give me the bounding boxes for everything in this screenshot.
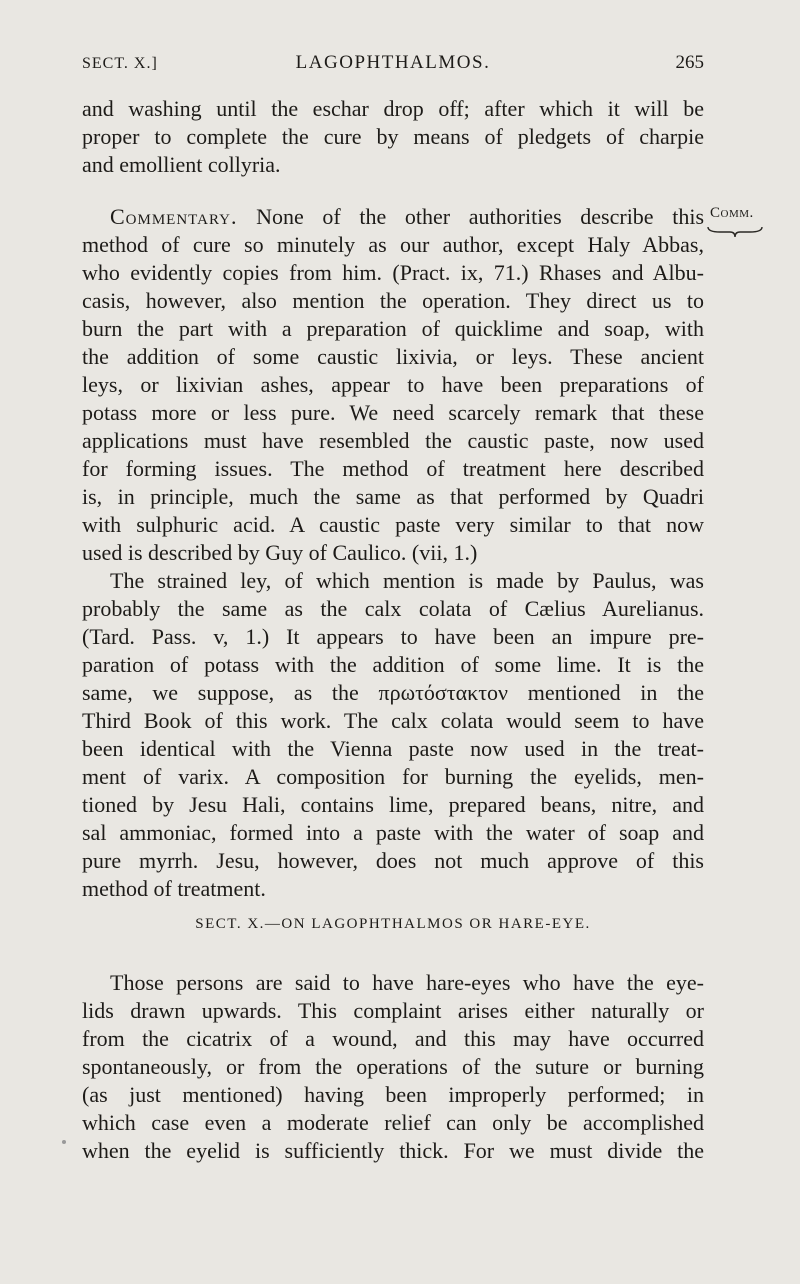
text-line: for forming issues. The method of treatment here described xyxy=(82,456,704,481)
text-line: proper to complete the cure by means of pledgets of charpie xyxy=(82,124,704,149)
text-line: who evidently copies from him. (Pract. ix, 71.) Rhases and Albu- xyxy=(82,260,704,285)
text-line: ment of varix. A composition for burning the eyelids, men- xyxy=(82,764,704,789)
text-line: potass more or less pure. We need scarcely remark that these xyxy=(82,400,704,425)
text-line: sal ammoniac, formed into a paste with the water of soap and xyxy=(82,820,704,845)
text-line xyxy=(110,203,704,231)
text-line: is, in principle, much the same as that performed by Quadri xyxy=(82,484,704,509)
text-line: tioned by Jesu Hali, contains lime, prepared beans, nitre, and xyxy=(82,792,704,817)
text-line: the addition of some caustic lixivia, or leys. These ancient xyxy=(82,344,704,369)
text-line: from the cicatrix of a wound, and this may have occurred xyxy=(82,1026,704,1051)
text-line: method of treatment. xyxy=(82,876,266,901)
text-line: which case even a moderate relief can only be accomplished xyxy=(82,1110,704,1135)
text-line: Third Book of this work. The calx colata would seem to have xyxy=(82,708,704,733)
text-line: with sulphuric acid. A caustic paste very similar to that now xyxy=(82,512,704,537)
text-line: leys, or lixivian ashes, appear to have been preparations of xyxy=(82,372,704,397)
text-line: spontaneously, or from the operations of the suture or burning xyxy=(82,1054,704,1079)
header-title: LAGOPHTHALMOS. xyxy=(295,52,491,73)
text-line: (as just mentioned) having been improperly performed; in xyxy=(82,1082,704,1107)
text-line: and emollient collyria. xyxy=(82,152,281,177)
text-line: probably the same as the calx colata of Cælius Aurelianus. xyxy=(82,596,704,621)
text-line: pure myrrh. Jesu, however, does not much approve of this xyxy=(82,848,704,873)
text-line: and washing until the eschar drop off; after which it will be xyxy=(82,96,704,121)
text-line: applications must have resembled the caustic paste, now used xyxy=(82,428,704,453)
text-line: lids drawn upwards. This complaint arises either naturally or xyxy=(82,998,704,1023)
section-heading: SECT. X.—ON LAGOPHTHALMOS OR HARE-EYE. xyxy=(195,916,591,932)
page-number: 265 xyxy=(675,52,704,73)
text-line: used is described by Guy of Caulico. (vii, 1.) xyxy=(82,540,478,565)
text-line: paration of potass with the addition of some lime. It is the xyxy=(82,652,704,677)
paper-speck xyxy=(62,1140,66,1144)
text-line: been identical with the Vienna paste now used in the treat- xyxy=(82,736,704,761)
commentary-first-line: None of the other authorities describe this xyxy=(256,204,705,229)
header-section-label: SECT. X.] xyxy=(82,55,158,72)
text-line: The strained ley, of which mention is made by Paulus, was xyxy=(110,568,704,593)
text-line: same, we suppose, as the πρωτόστακτον mentioned in the xyxy=(82,680,704,705)
margin-brace-icon xyxy=(706,224,764,238)
text-line: method of cure so minutely as our author, except Haly Abbas, xyxy=(82,232,704,257)
text-line: burn the part with a preparation of quicklime and soap, with xyxy=(82,316,704,341)
text-line: (Tard. Pass. v, 1.) It appears to have been an impure pre- xyxy=(82,624,704,649)
running-header xyxy=(82,52,704,80)
text-line: when the eyelid is sufficiently thick. For we must divide the xyxy=(82,1138,704,1163)
text-line: casis, however, also mention the operation. They direct us to xyxy=(82,288,704,313)
margin-note: Comm. xyxy=(710,205,754,221)
text-line: Those persons are said to have hare-eyes who have the eye- xyxy=(110,970,704,995)
commentary-label: Commentary. xyxy=(110,204,238,229)
